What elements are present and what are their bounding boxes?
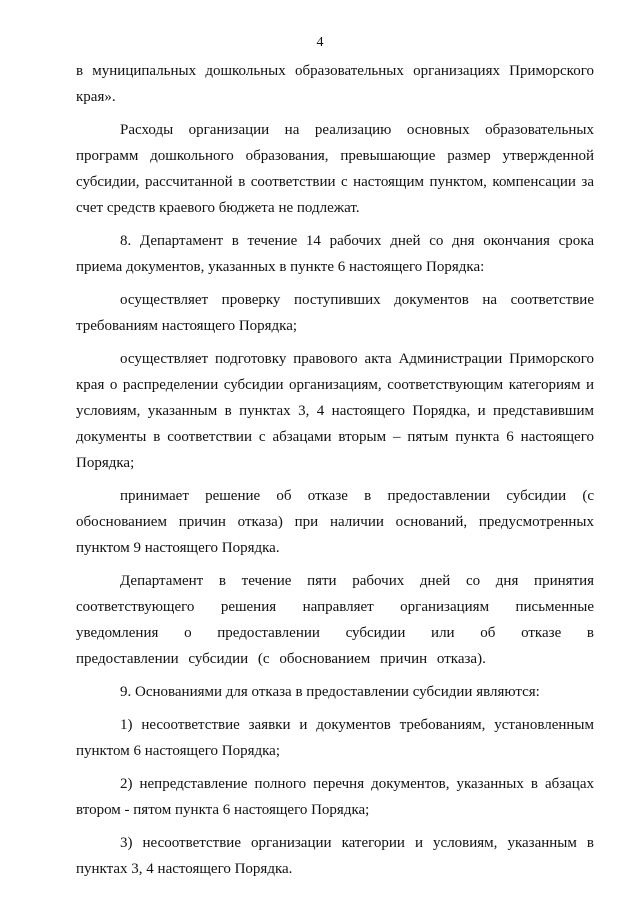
paragraph-check-documents: осуществляет проверку поступивших документов на соответствие требованиям настоящего Порядка; [76,292,594,334]
paragraph-refusal-decision: принимает решение об отказе в предоставлении субсидии (с обоснованием причин отказа) при наличии оснований, предусмотренных пунктом 9 настоящего Порядка. [76,488,594,556]
paragraph-continuation: в муниципальных дошкольных образовательных организациях Приморского края». [76,63,594,105]
paragraph-expenses: Расходы организации на реализацию основных образовательных программ дошкольного образования, превышающие размер утвержденной субсидии, рассчитанной в соответствии с настоящим пунктом, компенсации за счет средств краевого бюджета не подлежат. [76,122,594,216]
paragraph-legal-act: осуществляет подготовку правового акта Администрации Приморского края о распределении субсидии организациям, соответствующим категориям и условиям, указанным в пунктах 3, 4 настоящего Порядка, и представившим документы в соответствии с абзацами вторым – пятым пункта 6 настоящего Порядка; [76,351,594,471]
paragraph-item-9: 9. Основаниями для отказа в предоставлении субсидии являются: [120,684,540,700]
paragraph-ground-2: 2) непредставление полного перечня документов, указанных в абзацах втором - пятом пункта 6 настоящего Порядка; [76,776,594,818]
paragraph-ground-3: 3) несоответствие организации категории и условиям, указанным в пунктах 3, 4 настоящего Порядка. [76,835,594,877]
paragraph-item-8: 8. Департамент в течение 14 рабочих дней со дня окончания срока приема документов, указанных в пункте 6 настоящего Порядка: [76,233,594,275]
paragraph-notification: Департамент в течение пяти рабочих дней со дня принятия соответствующего решения направляет организациям письменные уведомления о предоставлении субсидии или об отказе в предоставлении субсидии (с обоснованием причин отказа). [76,573,594,667]
paragraph-ground-1: 1) несоответствие заявки и документов требованиям, установленным пунктом 6 настоящего Порядка; [76,717,594,759]
page-number: 4 [316,35,324,50]
document-body [76,58,594,889]
